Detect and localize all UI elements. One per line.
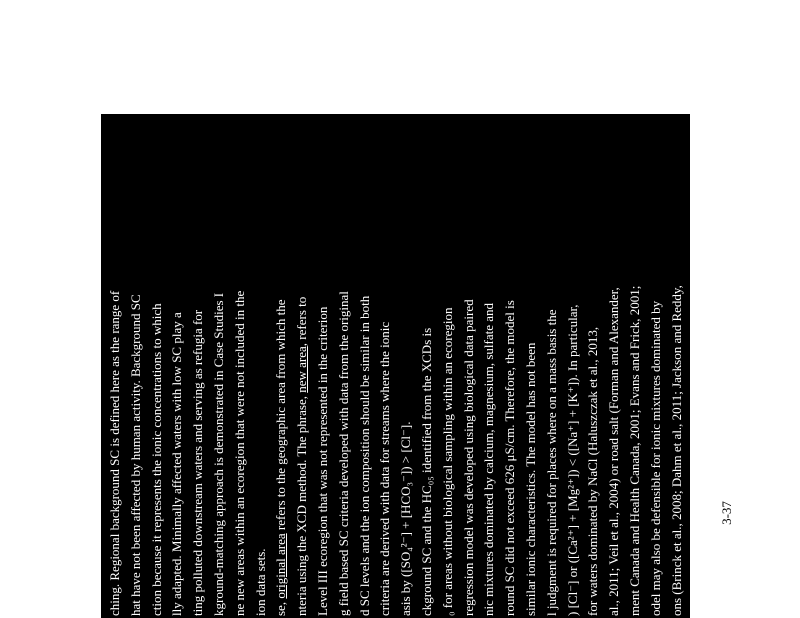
rotated-scanned-text-block [101,114,690,618]
text-line [521,114,542,618]
text-segment: g field based SC criteria developed with data from the original [335,291,351,616]
text-segment: lly adapted. Minimally affected waters with low SC play a [169,312,185,616]
text-lines-container [101,114,690,618]
text-segment: regression model was developed using biological data paired [460,299,476,616]
underlined-term: original area [273,533,289,599]
text-segment: ment Canada and Health Canada, 2001; Evans and Frick, 2001; [626,285,642,616]
text-line [230,114,251,618]
text-segment: ons (Brinck et al., 2008; Dahm et al., 2011; Jackson and Reddy, [668,285,684,616]
page-number-label: 3-37 [719,501,734,525]
text-segment: refers to the geographic area from which the [273,299,289,534]
text-line [188,114,209,618]
text-segment: ckground SC and the HC₀₅ identified from the XCDs is [418,327,434,616]
text-segment: ion data sets. [252,548,268,616]
text-segment: ting polluted downstream waters and serving as refugia for [190,309,206,616]
text-segment: d SC levels and the ion composition should be similar in both [356,295,372,616]
page-number [716,493,738,533]
text-segment: ching. Regional background SC is defined here as the range of [107,290,122,616]
text-line [646,114,667,618]
text-segment [689,296,690,617]
text-line [251,114,272,618]
text-line [479,114,500,618]
text-segment: nteria using the XCD method. The phrase, [294,392,310,616]
text-line [375,114,396,618]
text-line [355,114,376,618]
text-segment: odel may also be defensible for ionic mixtures dominated by [647,300,663,616]
text-segment: hat have not been affected by human activity. Background SC [127,294,143,616]
text-segment: criteria are derived with data for streams where the ionic [377,321,393,616]
text-line [105,114,126,618]
text-line [604,114,625,618]
text-line [459,114,480,618]
text-segment: se, [273,598,289,616]
text-segment: ction because it represents the ionic concentrations to which [148,303,164,616]
text-line [271,114,292,618]
text-segment: similar ionic characteristics. The model has not been [522,342,538,616]
text-segment: ₀ for areas without biological sampling within an ecoregion [439,307,455,616]
text-line [167,114,188,618]
text-segment: ) [Cl⁻] or ([Ca²⁺] + [Mg²⁺]) < ([Na⁺] + [K⁺]). In particular, [564,304,580,616]
text-segment: for waters dominated by NaCl (Haluszczak et al., 2013, [585,326,601,616]
text-segment: Level III ecoregion that was not represented in the criterion [314,306,330,616]
text-line [667,114,688,618]
text-line [625,114,646,618]
text-line [417,114,438,618]
text-line [292,114,313,618]
text-line [500,114,521,618]
text-segment: al., 2011; Veil et al., 2004) or road salt (Forman and Alexander, [606,287,622,616]
text-segment: l judgment is required for places where on a mass basis the [543,309,559,616]
text-line [687,114,690,618]
text-segment: asis by ([SO₄²⁻] + [HCO₃⁻]) > [Cl⁻]. [398,421,414,616]
text-line [563,114,584,618]
text-line [396,114,417,618]
text-line [126,114,147,618]
text-line [583,114,604,618]
text-segment: ne new areas within an ecoregion that were not included in the [231,290,247,616]
text-segment: kground-matching approach is demonstrated in Case Studies I [210,292,226,616]
text-line [438,114,459,618]
text-line [147,114,168,618]
text-segment: round SC did not exceed 626 μS/cm. Therefore, the model is [502,300,518,616]
text-line [542,114,563,618]
text-line [334,114,355,618]
text-segment: , refers to [294,296,310,347]
text-segment: nic mixtures dominated by calcium, magnesium, sulfate and [481,302,497,616]
text-line [209,114,230,618]
text-line [313,114,334,618]
underlined-term: new area [294,346,310,393]
